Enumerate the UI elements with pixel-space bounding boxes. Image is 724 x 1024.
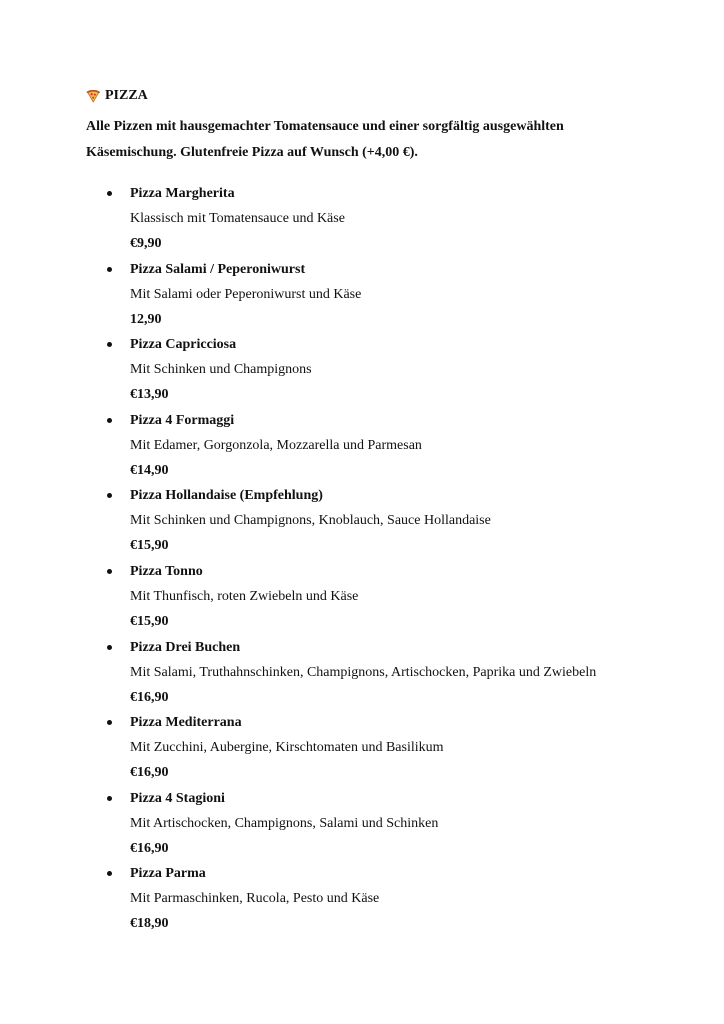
item-description: Mit Schinken und Champignons, Knoblauch, Sauce Hollandaise [130,513,491,529]
item-price: 12,90 [130,311,162,327]
item-price: €18,90 [130,916,169,932]
item-description: Mit Edamer, Gorgonzola, Mozzarella und Parmesan [130,437,422,453]
menu-item [0,639,724,715]
item-price: €16,90 [130,765,169,781]
item-description: Mit Salami oder Peperoniwurst und Käse [130,286,362,302]
item-name: Pizza Salami / Peperoniwurst [130,261,306,277]
bullet-icon [107,267,112,272]
item-description: Mit Parmaschinken, Rucola, Pesto und Käse [130,891,380,907]
item-price: €15,90 [130,614,169,629]
bullet-icon [107,569,112,574]
item-name: Pizza Mediterrana [130,715,242,731]
item-name: Pizza Hollandaise (Empfehlung) [130,488,323,504]
bullet-icon [107,871,112,876]
item-name: Pizza Drei Buchen [130,639,241,655]
menu-item [0,790,724,866]
item-name: Pizza 4 Stagioni [130,790,225,806]
item-name: Pizza Parma [130,866,206,882]
item-price: €15,90 [130,538,169,554]
item-description: Mit Salami, Truthahnschinken, Champignons, Artischocken, Paprika und Zwiebeln [130,664,597,680]
menu-item [0,412,724,488]
bullet-icon [107,645,112,650]
menu-item [0,185,724,261]
item-description: Mit Zucchini, Aubergine, Kirschtomaten und Basilikum [130,740,444,756]
item-description: Klassisch mit Tomatensauce und Käse [130,211,345,226]
section-intro: Alle Pizzen mit hausgemachter Tomatensauce und einer sorgfältig ausgewählten Käsemischung. Glutenfreie Pizza auf Wunsch (+4,00 €). [86,119,564,160]
menu-item [0,563,724,639]
menu-item [0,261,724,337]
item-price: €13,90 [130,387,169,403]
item-name: Pizza Capricciosa [130,337,237,353]
bullet-icon [107,418,112,423]
item-price: €9,90 [130,236,162,251]
item-name: Pizza 4 Formaggi [130,412,235,428]
item-description: Mit Schinken und Champignons [130,362,312,378]
item-description: Mit Thunfisch, roten Zwiebeln und Käse [130,589,359,604]
item-price: €16,90 [130,840,169,856]
menu-item [0,865,724,941]
menu-item [0,336,724,412]
menu-item [0,487,724,563]
bullet-icon [107,342,112,347]
item-price: €16,90 [130,689,169,705]
item-description: Mit Artischocken, Champignons, Salami und Schinken [130,815,439,831]
item-price: €14,90 [130,462,169,478]
bullet-icon [107,493,112,498]
bullet-icon [107,796,112,801]
item-name: Pizza Margherita [130,186,235,201]
item-name: Pizza Tonno [130,564,203,579]
bullet-icon [107,191,112,196]
bullet-icon [107,720,112,725]
menu-item [0,714,724,790]
section-title: PIZZA [105,88,148,103]
